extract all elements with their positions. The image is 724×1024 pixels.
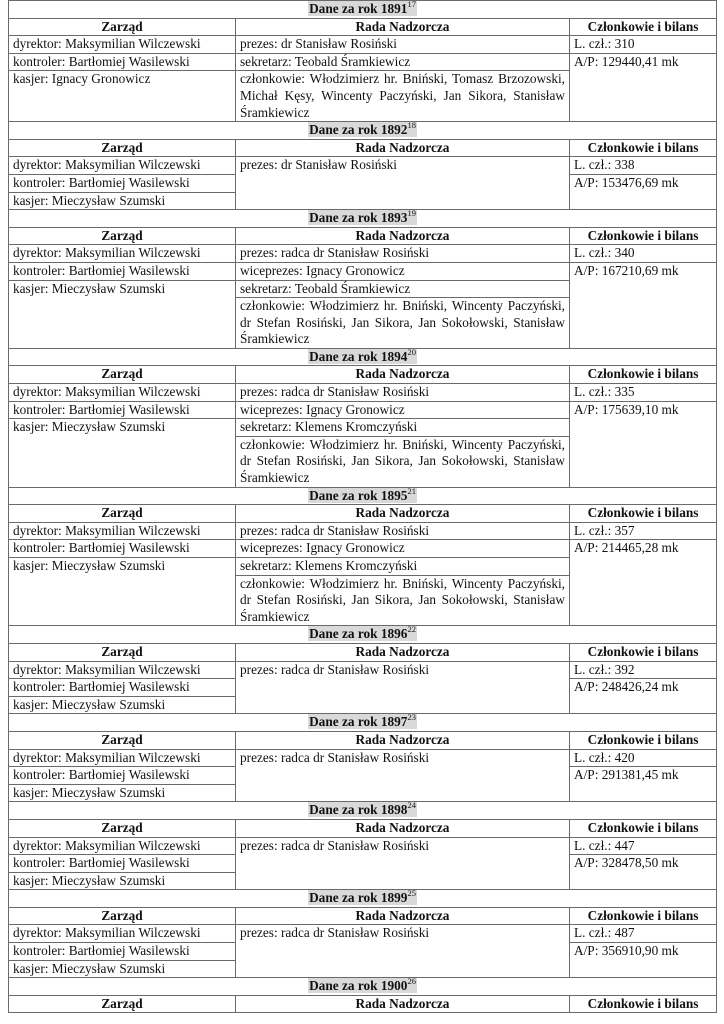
year-title-row	[9, 890, 717, 908]
zarzad-cell: dyrektor: Maksymilian Wilczewski	[9, 245, 236, 263]
header-czlonkowie-i-bilans: Członkowie i bilans	[570, 995, 717, 1013]
year-title-cell	[9, 1, 717, 19]
year-title-row	[9, 487, 717, 505]
year-title-row	[9, 1, 717, 19]
rada-cell: sekretarz: Klemens Kromczyński	[236, 558, 570, 576]
rada-cell: prezes: radca dr Stanisław Rosiński	[236, 749, 570, 802]
zarzad-cell: kontroler: Bartłomiej Wasilewski	[9, 855, 236, 873]
zarzad-cell: dyrektor: Maksymilian Wilczewski	[9, 749, 236, 767]
header-czlonkowie-i-bilans: Członkowie i bilans	[570, 139, 717, 157]
header-czlonkowie-i-bilans: Członkowie i bilans	[570, 366, 717, 384]
year-title-row	[9, 802, 717, 820]
header-rada-nadzorcza: Rada Nadzorcza	[236, 366, 570, 384]
balance-cell: A/P: 356910,90 mk	[570, 943, 717, 978]
rada-cell: sekretarz: Teobald Śramkiewicz	[236, 280, 570, 298]
zarzad-cell: kasjer: Mieczysław Szumski	[9, 872, 236, 890]
year-title-text: Dane za rok 1894	[309, 348, 408, 364]
members-count-cell: L. czł.: 447	[570, 837, 717, 855]
balance-cell: A/P: 167210,69 mk	[570, 262, 717, 348]
year-title	[308, 978, 417, 993]
column-header-row	[9, 18, 717, 36]
zarzad-cell: kasjer: Mieczysław Szumski	[9, 696, 236, 714]
column-header-row	[9, 139, 717, 157]
rada-cell: prezes: radca dr Stanisław Rosiński	[236, 384, 570, 402]
zarzad-cell: kasjer: Mieczysław Szumski	[9, 960, 236, 978]
balance-cell: A/P: 291381,45 mk	[570, 767, 717, 802]
year-title	[308, 890, 417, 905]
zarzad-cell: dyrektor: Maksymilian Wilczewski	[9, 661, 236, 679]
year-title-cell	[9, 122, 717, 140]
members-count-cell: L. czł.: 310	[570, 36, 717, 54]
zarzad-cell: dyrektor: Maksymilian Wilczewski	[9, 837, 236, 855]
footnote-marker[interactable]: 19	[407, 208, 416, 219]
table-row	[9, 53, 717, 71]
year-title-row	[9, 348, 717, 366]
header-zarzad: Zarząd	[9, 643, 236, 661]
zarzad-cell: dyrektor: Maksymilian Wilczewski	[9, 925, 236, 943]
members-count-cell: L. czł.: 357	[570, 522, 717, 540]
zarzad-cell: dyrektor: Maksymilian Wilczewski	[9, 36, 236, 54]
header-czlonkowie-i-bilans: Członkowie i bilans	[570, 18, 717, 36]
header-czlonkowie-i-bilans: Członkowie i bilans	[570, 505, 717, 523]
year-title-row	[9, 210, 717, 228]
year-title-row	[9, 122, 717, 140]
rada-cell: prezes: radca dr Stanisław Rosiński	[236, 925, 570, 978]
column-header-row	[9, 995, 717, 1013]
rada-cell: prezes: dr Stanisław Rosiński	[236, 157, 570, 210]
year-title-text: Dane za rok 1897	[309, 714, 408, 730]
year-title-cell	[9, 210, 717, 228]
document-page	[8, 0, 716, 1013]
zarzad-cell: kasjer: Mieczysław Szumski	[9, 558, 236, 626]
year-title-text: Dane za rok 1892	[309, 122, 408, 138]
rada-cell: sekretarz: Klemens Kromczyński	[236, 419, 570, 437]
members-count-cell: L. czł.: 420	[570, 749, 717, 767]
members-count-cell: L. czł.: 338	[570, 157, 717, 175]
year-title-cell	[9, 802, 717, 820]
rada-cell: członkowie: Włodzimierz hr. Bniński, Wincenty Paczyński, dr Stefan Rosiński, Jan Sikora, Jan Sokołowski, Stanisław Śramkiewicz	[236, 298, 570, 349]
zarzad-cell: kontroler: Bartłomiej Wasilewski	[9, 540, 236, 558]
header-czlonkowie-i-bilans: Członkowie i bilans	[570, 227, 717, 245]
header-rada-nadzorcza: Rada Nadzorcza	[236, 995, 570, 1013]
header-zarzad: Zarząd	[9, 366, 236, 384]
header-czlonkowie-i-bilans: Członkowie i bilans	[570, 731, 717, 749]
column-header-row	[9, 227, 717, 245]
year-title-cell	[9, 890, 717, 908]
year-title	[308, 210, 417, 225]
column-header-row	[9, 731, 717, 749]
table-row	[9, 384, 717, 402]
header-zarzad: Zarząd	[9, 731, 236, 749]
zarzad-cell: kontroler: Bartłomiej Wasilewski	[9, 53, 236, 71]
year-title	[308, 714, 417, 729]
table-row	[9, 540, 717, 558]
rada-cell: członkowie: Włodzimierz hr. Bniński, Tomasz Brzozowski, Michał Kęsy, Wincenty Paczyński, Jan Sikora, Stanisław Śramkiewicz	[236, 71, 570, 122]
zarzad-cell: kontroler: Bartłomiej Wasilewski	[9, 401, 236, 419]
zarzad-cell: kontroler: Bartłomiej Wasilewski	[9, 174, 236, 192]
year-title	[308, 802, 417, 817]
header-rada-nadzorcza: Rada Nadzorcza	[236, 139, 570, 157]
zarzad-cell: kontroler: Bartłomiej Wasilewski	[9, 943, 236, 961]
year-title-text: Dane za rok 1896	[309, 626, 408, 642]
zarzad-cell: kasjer: Mieczysław Szumski	[9, 784, 236, 802]
zarzad-cell: kasjer: Mieczysław Szumski	[9, 280, 236, 348]
header-zarzad: Zarząd	[9, 139, 236, 157]
table-row	[9, 401, 717, 419]
year-title-text: Dane za rok 1900	[309, 978, 408, 994]
table-row	[9, 36, 717, 54]
rada-cell: prezes: radca dr Stanisław Rosiński	[236, 837, 570, 890]
rada-cell: prezes: radca dr Stanisław Rosiński	[236, 661, 570, 714]
rada-cell: prezes: radca dr Stanisław Rosiński	[236, 245, 570, 263]
members-count-cell: L. czł.: 487	[570, 925, 717, 943]
column-header-row	[9, 505, 717, 523]
rada-cell: prezes: radca dr Stanisław Rosiński	[236, 522, 570, 540]
rada-cell: prezes: dr Stanisław Rosiński	[236, 36, 570, 54]
column-header-row	[9, 819, 717, 837]
zarzad-cell: dyrektor: Maksymilian Wilczewski	[9, 157, 236, 175]
footnote-marker[interactable]: 21	[407, 485, 416, 496]
balance-cell: A/P: 248426,24 mk	[570, 679, 717, 714]
year-title	[308, 122, 417, 137]
header-rada-nadzorcza: Rada Nadzorcza	[236, 643, 570, 661]
cooperative-data-table	[8, 0, 717, 1013]
header-rada-nadzorcza: Rada Nadzorcza	[236, 18, 570, 36]
rada-cell: wiceprezes: Ignacy Gronowicz	[236, 540, 570, 558]
year-title	[308, 485, 417, 503]
header-zarzad: Zarząd	[9, 995, 236, 1013]
rada-cell: członkowie: Włodzimierz hr. Bniński, Wincenty Paczyński, dr Stefan Rosiński, Jan Sikora, Jan Sokołowski, Stanisław Śramkiewicz	[236, 436, 570, 487]
footnote-marker[interactable]: 18	[407, 120, 416, 131]
zarzad-cell: dyrektor: Maksymilian Wilczewski	[9, 522, 236, 540]
table-row	[9, 749, 717, 767]
column-header-row	[9, 907, 717, 925]
members-count-cell: L. czł.: 335	[570, 384, 717, 402]
footnote-marker[interactable]: 22	[407, 624, 416, 635]
balance-cell: A/P: 328478,50 mk	[570, 855, 717, 890]
footnote-marker[interactable]: 23	[407, 712, 416, 723]
year-title-row	[9, 978, 717, 996]
column-header-row	[9, 366, 717, 384]
header-zarzad: Zarząd	[9, 227, 236, 245]
members-count-cell: L. czł.: 392	[570, 661, 717, 679]
year-title-row	[9, 714, 717, 732]
balance-cell: A/P: 214465,28 mk	[570, 540, 717, 626]
header-zarzad: Zarząd	[9, 18, 236, 36]
zarzad-cell: kontroler: Bartłomiej Wasilewski	[9, 767, 236, 785]
year-title-text: Dane za rok 1898	[309, 802, 408, 818]
year-title-cell	[9, 714, 717, 732]
header-zarzad: Zarząd	[9, 505, 236, 523]
table-row	[9, 661, 717, 679]
year-title	[308, 346, 417, 364]
table-row	[9, 245, 717, 263]
footnote-marker[interactable]: 17	[407, 0, 416, 9]
header-czlonkowie-i-bilans: Członkowie i bilans	[570, 643, 717, 661]
header-czlonkowie-i-bilans: Członkowie i bilans	[570, 819, 717, 837]
footnote-marker[interactable]: 24	[407, 800, 416, 811]
year-title-text: Dane za rok 1899	[309, 890, 408, 906]
table-row	[9, 522, 717, 540]
zarzad-cell: kasjer: Ignacy Gronowicz	[9, 71, 236, 122]
year-title	[308, 1, 417, 16]
rada-cell: wiceprezes: Ignacy Gronowicz	[236, 262, 570, 280]
year-title-row	[9, 626, 717, 644]
zarzad-cell: kasjer: Mieczysław Szumski	[9, 192, 236, 210]
table-row	[9, 157, 717, 175]
table-row	[9, 262, 717, 280]
column-header-row	[9, 643, 717, 661]
zarzad-cell: kasjer: Mieczysław Szumski	[9, 419, 236, 487]
header-rada-nadzorcza: Rada Nadzorcza	[236, 907, 570, 925]
year-title-text: Dane za rok 1891	[309, 1, 408, 16]
year-title-cell	[9, 487, 717, 505]
year-title-cell	[9, 978, 717, 996]
header-rada-nadzorcza: Rada Nadzorcza	[236, 505, 570, 523]
year-title-text: Dane za rok 1895	[309, 487, 408, 503]
table-row	[9, 837, 717, 855]
header-rada-nadzorcza: Rada Nadzorcza	[236, 227, 570, 245]
balance-cell: A/P: 175639,10 mk	[570, 401, 717, 487]
header-zarzad: Zarząd	[9, 819, 236, 837]
rada-cell: sekretarz: Teobald Śramkiewicz	[236, 53, 570, 71]
header-czlonkowie-i-bilans: Członkowie i bilans	[570, 907, 717, 925]
year-title-cell	[9, 348, 717, 366]
header-rada-nadzorcza: Rada Nadzorcza	[236, 819, 570, 837]
header-rada-nadzorcza: Rada Nadzorcza	[236, 731, 570, 749]
members-count-cell: L. czł.: 340	[570, 245, 717, 263]
zarzad-cell: kontroler: Bartłomiej Wasilewski	[9, 679, 236, 697]
balance-cell: A/P: 153476,69 mk	[570, 174, 717, 209]
balance-cell: A/P: 129440,41 mk	[570, 53, 717, 121]
footnote-marker[interactable]: 20	[407, 346, 416, 357]
table-row	[9, 925, 717, 943]
year-title	[308, 626, 417, 641]
rada-cell: członkowie: Włodzimierz hr. Bniński, Wincenty Paczyński, dr Stefan Rosiński, Jan Sikora, Jan Sokołowski, Stanisław Śramkiewicz	[236, 575, 570, 626]
footnote-marker[interactable]: 25	[407, 888, 416, 899]
year-title-text: Dane za rok 1893	[309, 210, 408, 226]
header-zarzad: Zarząd	[9, 907, 236, 925]
zarzad-cell: dyrektor: Maksymilian Wilczewski	[9, 384, 236, 402]
year-title-cell	[9, 626, 717, 644]
footnote-marker[interactable]: 26	[407, 976, 416, 987]
rada-cell: wiceprezes: Ignacy Gronowicz	[236, 401, 570, 419]
zarzad-cell: kontroler: Bartłomiej Wasilewski	[9, 262, 236, 280]
